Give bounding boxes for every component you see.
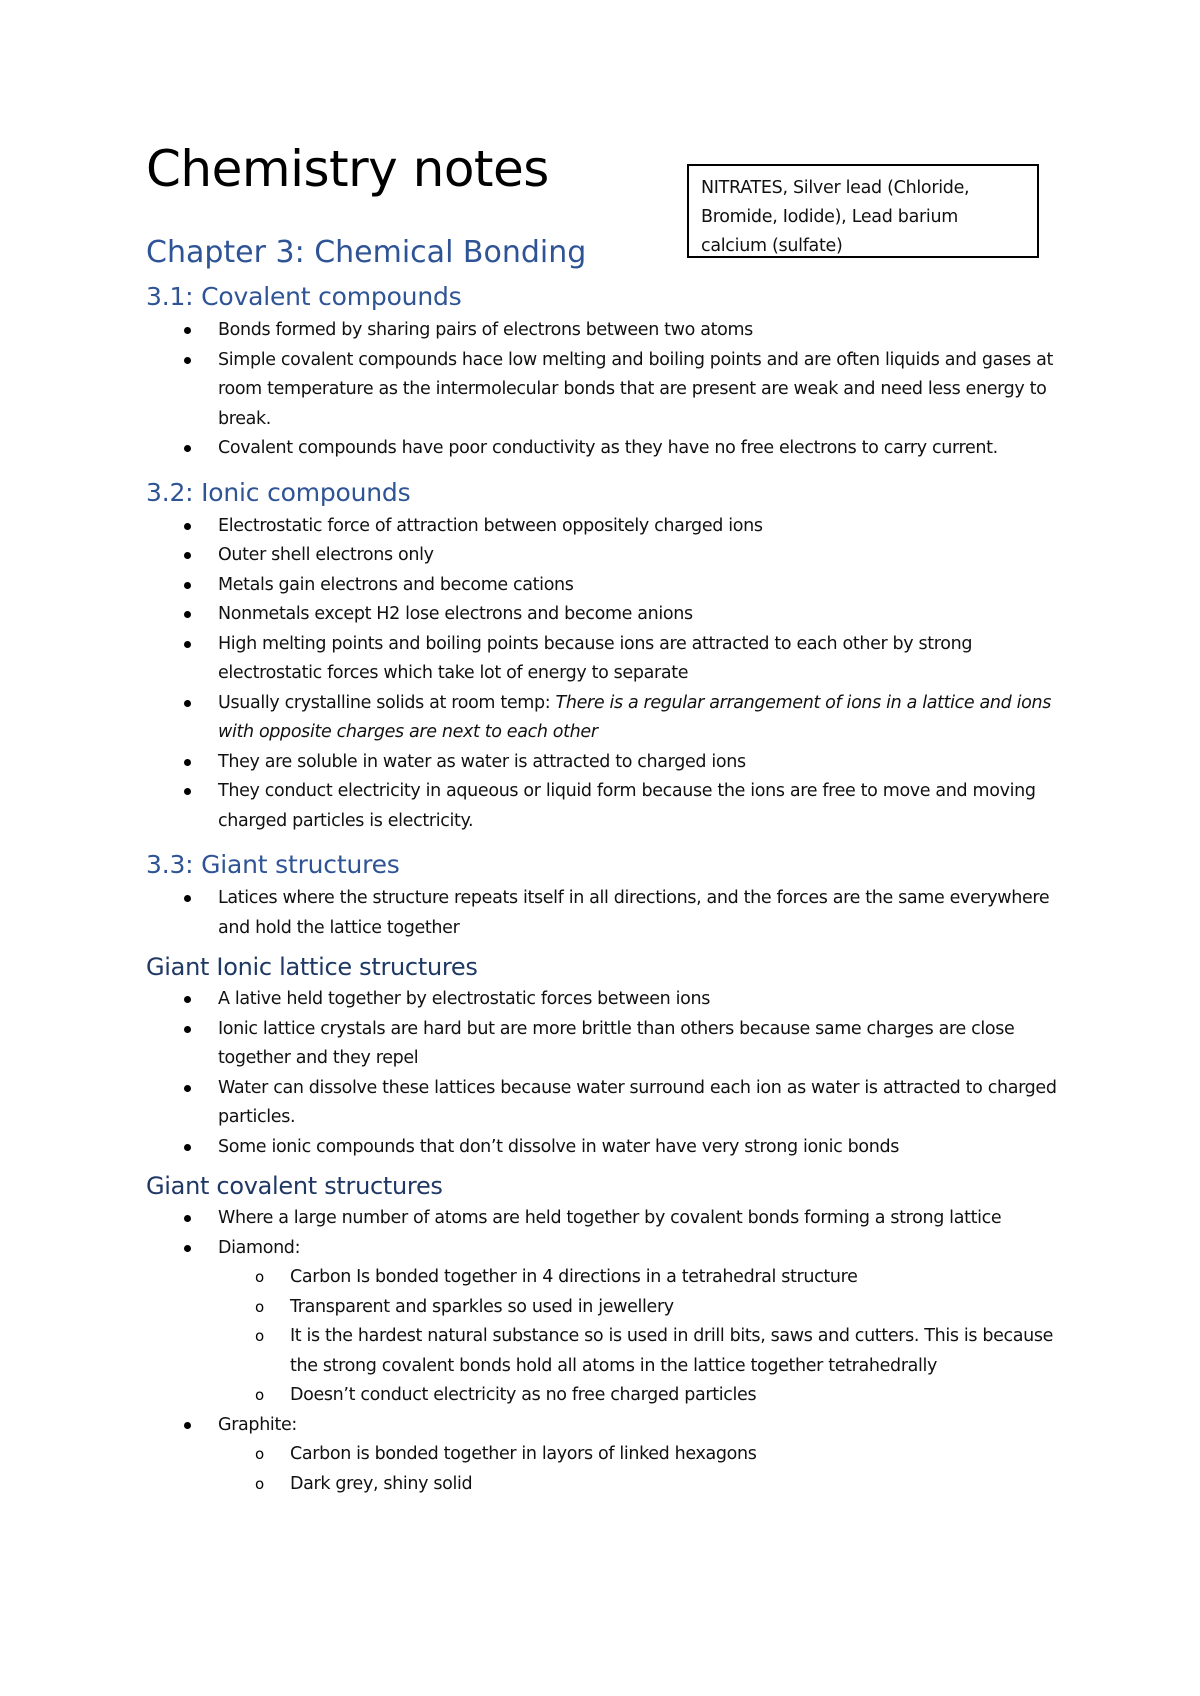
list-item: High melting points and boiling points because ions are attracted to each other by strong electrostatic forces which take lot of energy to separate <box>146 630 1066 689</box>
section-heading-3-1: 3.1: Covalent compounds <box>146 282 462 311</box>
list-item: They are soluble in water as water is attracted to charged ions <box>146 748 1066 778</box>
bullet-icon <box>184 582 191 589</box>
list-item-graphite: Graphite: o Carbon is bonded together in layors of linked hexagons o Dark grey, shiny solid <box>146 1411 1066 1500</box>
list-item: A lative held together by electrostatic forces between ions <box>146 985 1066 1015</box>
chapter-heading: Chapter 3: Chemical Bonding <box>146 235 587 270</box>
bullet-icon <box>184 1144 191 1151</box>
bullet-list-ionic-lattice <box>146 985 1066 1162</box>
bullet-icon <box>184 759 191 766</box>
bullet-list-covalent-structures <box>146 1204 1066 1499</box>
list-item: Latices where the structure repeats itself in all directions, and the forces are the same everywhere and hold the lattice together <box>146 884 1066 943</box>
sub-bullet-icon: o <box>255 1268 264 1286</box>
bullet-icon <box>184 1085 191 1092</box>
sub-list-diamond <box>218 1263 1066 1411</box>
list-item: Simple covalent compounds hace low melting and boiling points and are often liquids and gases at room temperature as the intermolecular bonds that are present are weak and need less energy to break. <box>146 346 1066 435</box>
list-item: Bonds formed by sharing pairs of electrons between two atoms <box>146 316 1066 346</box>
subsection-heading-ionic-lattice: Giant Ionic lattice structures <box>146 953 478 981</box>
spacer <box>146 464 1066 474</box>
italic-definition: There is a regular arrangement of ions in a lattice and ions with opposite charges are next to each other <box>218 692 1051 742</box>
bullet-list-3-1 <box>146 316 1066 464</box>
bullet-list-3-2 <box>146 512 1066 837</box>
list-item: Where a large number of atoms are held together by covalent bonds forming a strong lattice <box>146 1204 1066 1234</box>
list-item: Usually crystalline solids at room temp: There is a regular arrangement of ions in a lattice and ions with opposite charges are next to each other <box>146 689 1066 748</box>
sub-list-item: o Carbon Is bonded together in 4 directions in a tetrahedral structure <box>218 1263 1066 1293</box>
bullet-icon <box>184 1215 191 1222</box>
page-title: Chemistry notes <box>146 140 549 198</box>
list-item: Electrostatic force of attraction between oppositely charged ions <box>146 512 1066 542</box>
list-item: Covalent compounds have poor conductivity as they have no free electrons to carry current. <box>146 434 1066 464</box>
bullet-icon <box>184 327 191 334</box>
sub-bullet-icon: o <box>255 1445 264 1463</box>
sub-list-item: o Doesn’t conduct electricity as no free charged particles <box>218 1381 1066 1411</box>
bullet-icon <box>184 1245 191 1252</box>
sub-bullet-icon: o <box>255 1297 264 1316</box>
list-item: Ionic lattice crystals are hard but are more brittle than others because same charges are close together and they repel <box>146 1015 1066 1074</box>
bullet-icon <box>184 1422 191 1429</box>
bullet-icon <box>184 445 191 452</box>
list-item: Some ionic compounds that don’t dissolve in water have very strong ionic bonds <box>146 1133 1066 1163</box>
sub-list-item: o Carbon is bonded together in layors of linked hexagons <box>218 1440 1066 1470</box>
section-heading-3-2: 3.2: Ionic compounds <box>146 477 411 507</box>
list-item: They conduct electricity in aqueous or liquid form because the ions are free to move and moving charged particles is electricity. <box>146 777 1066 836</box>
spacer <box>146 836 1066 846</box>
sub-list-item: o Dark grey, shiny solid <box>218 1470 1066 1500</box>
list-item: Outer shell electrons only <box>146 541 1066 571</box>
bullet-icon <box>184 788 191 795</box>
sub-bullet-icon: o <box>255 1386 264 1404</box>
bullet-list-3-3 <box>146 884 1066 943</box>
sub-bullet-icon: o <box>255 1474 264 1493</box>
bullet-icon <box>184 357 191 364</box>
bullet-icon <box>184 700 191 707</box>
bullet-icon <box>184 996 191 1003</box>
bullet-icon <box>184 895 191 902</box>
sub-bullet-icon: o <box>255 1327 264 1345</box>
sub-list-graphite <box>218 1440 1066 1499</box>
bullet-icon <box>184 641 191 648</box>
document-content <box>146 228 1066 1499</box>
sub-list-item: o It is the hardest natural substance so is used in drill bits, saws and cutters. This is because the strong covalent bonds hold all atoms in the lattice together tetrahedrally <box>218 1322 1066 1381</box>
sub-list-item: o Transparent and sparkles so used in jewellery <box>218 1293 1066 1323</box>
list-item: Nonmetals except H2 lose electrons and become anions <box>146 600 1066 630</box>
list-item-diamond: Diamond: o Carbon Is bonded together in 4 directions in a tetrahedral structure o Transparent and sparkles so used in jewellery o It is the hardest natural substance so is used in drill bits, saws and cutters. This is because the strong covalent bonds hold all atoms in the lattice together tetrahedrally o Doesn’t conduct electricity as no free charged particles <box>146 1234 1066 1411</box>
bullet-icon <box>184 552 191 559</box>
section-heading-3-3: 3.3: Giant structures <box>146 850 400 879</box>
bullet-icon <box>184 611 191 618</box>
list-item: Water can dissolve these lattices because water surround each ion as water is attracted to charged particles. <box>146 1074 1066 1133</box>
note-box: NITRATES, Silver lead (Chloride, Bromide, Iodide), Lead barium calcium (sulfate) <box>687 164 1039 258</box>
list-item: Metals gain electrons and become cations <box>146 571 1066 601</box>
bullet-icon <box>184 1026 191 1033</box>
bullet-icon <box>184 523 191 530</box>
subsection-heading-covalent-structures: Giant covalent structures <box>146 1172 443 1200</box>
